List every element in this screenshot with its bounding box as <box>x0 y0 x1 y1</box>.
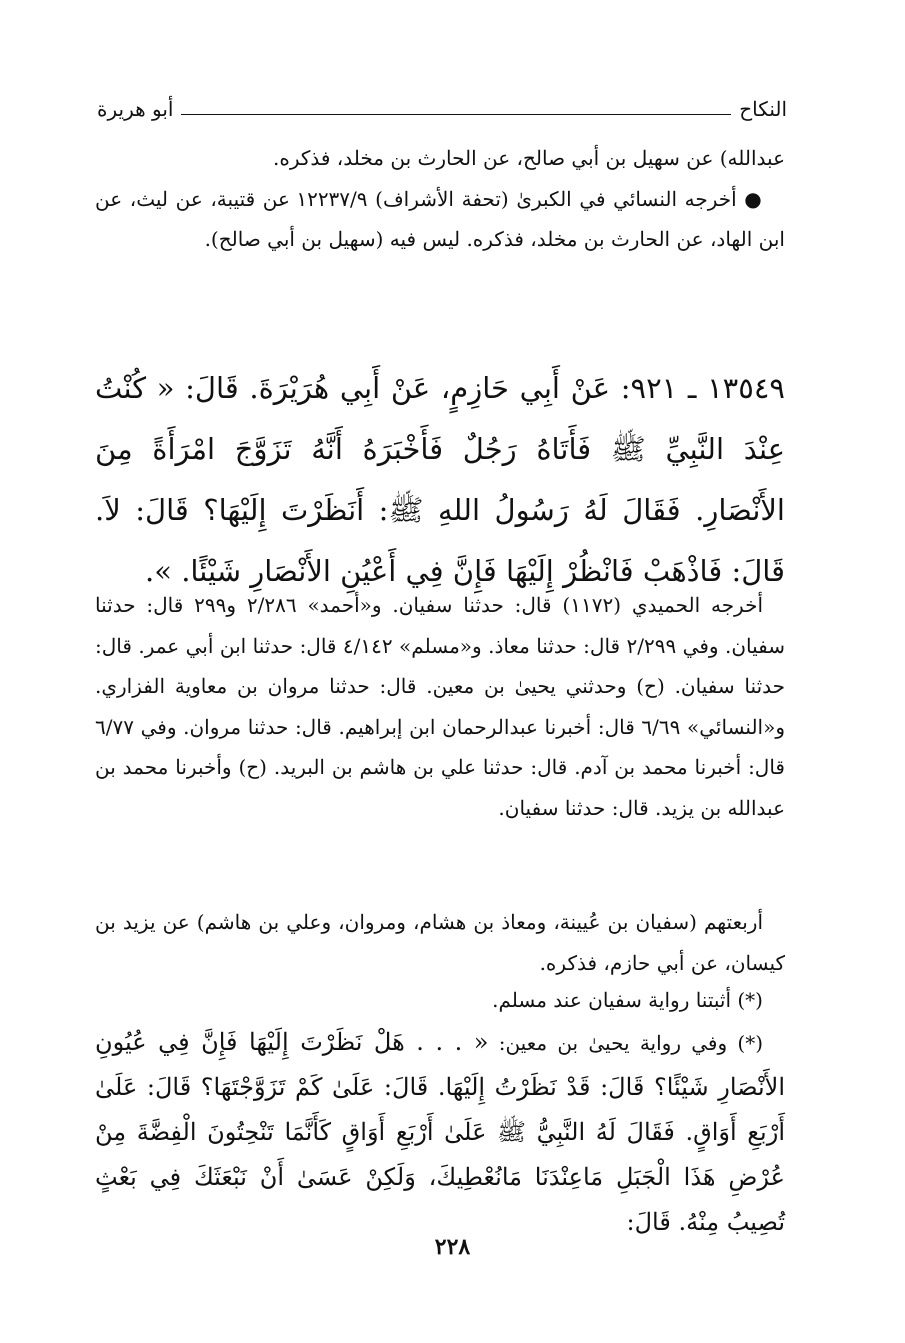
note-two-text: « . . . هَلْ نَظَرْتَ إِلَيْهَا فَإِنَّ فِي عُيُونِ الأَنْصَارِ شَيْئًا؟ قَالَ: قَدْ نَظَرْتُ إِلَيْهَا. قَالَ: عَلَىٰ كَمْ تَزَوَّجْتَهَا؟ قَالَ: عَلَىٰ أَرْبَعِ أَوَاقٍ. فَقَالَ لَهُ النَّبِيُّ ﷺ عَلَىٰ أَرْبَعِ أَوَاقٍ كَأَنَّمَا تَنْحِتُونَ الْفِضَّةَ مِنْ عُرْضِ هَذَا الْجَبَلِ مَاعِنْدَنَا مَانُعْطِيكَ، وَلَكِنْ عَسَىٰ أَنْ نَبْعَثَكَ فِي بَعْثٍ تُصِيبُ مِنْهُ. قَالَ: <box>95 1028 785 1236</box>
note-one-text: (*) أثبتنا رواية سفيان عند مسلم. <box>492 988 763 1012</box>
hadith-text: عَنْ أَبِي حَازِمٍ، عَنْ أَبِي هُرَيْرَةَ. قَالَ: « كُنْتُ عِنْدَ النَّبِيِّ ﷺ فَأَتَاهُ رَجُلٌ فَأَخْبَرَهُ أَنَّهُ تَزَوَّجَ امْرَأَةً مِنَ الأَنْصَارِ. فَقَالَ لَهُ رَسُولُ اللهِ ﷺ: أَنَظَرْتَ إِلَيْهَا؟ قَالَ: لاَ. قَالَ: فَاذْهَبْ فَانْظُرْ إِلَيْهَا فَإِنَّ فِي أَعْيُنِ الأَنْصَارِ شَيْئًا. ». <box>95 371 785 588</box>
note-two-lead: (*) وفي رواية يحيىٰ بن معين: <box>498 1031 763 1055</box>
note-two-paragraph <box>95 1020 785 1245</box>
note-one <box>95 980 785 1021</box>
chapter-title: النكاح <box>739 97 787 121</box>
bullet-icon: ● <box>744 186 763 211</box>
previous-source-paragraph <box>95 179 785 260</box>
hadith-block <box>95 358 785 602</box>
summary-paragraph <box>95 902 785 983</box>
previous-source-block <box>95 138 785 260</box>
header-rule <box>181 114 731 115</box>
previous-source-text: أخرجه النسائي في الكبرىٰ (تحفة الأشراف) ١٢٢٣٧/٩ عن قتيبة، عن ليث، عن ابن الهاد، عن الحارث بن مخلد، فذكره. ليس فيه (سهيل بن أبي صالح). <box>95 186 785 251</box>
page-number: ٢٢٨ <box>434 1234 471 1260</box>
narrator-title: أبو هريرة <box>97 97 174 121</box>
takhrij-paragraph <box>95 585 785 828</box>
takhrij-text: أخرجه الحميدي (١١٧٢) قال: حدثنا سفيان. و«أحمد» ٢/٢٨٦ و٢٩٩ قال: حدثنا سفيان. وفي ٢/٢٩٩ قال: حدثنا معاذ. و«مسلم» ٤/١٤٢ قال: حدثنا ابن أبي عمر. قال: حدثنا سفيان. (ح) وحدثني يحيىٰ بن معين. قال: حدثنا مروان بن معاوية الفزاري. و«النسائي» ٦/٦٩ قال: أخبرنا عبدالرحمان ابن إبراهيم. قال: حدثنا مروان. وفي ٦/٧٧ قال: أخبرنا محمد بن آدم. قال: حدثنا علي بن هاشم بن البريد. (ح) وأخبرنا محمد بن عبدالله بن يزيد. قال: حدثنا سفيان. <box>95 593 786 820</box>
previous-source-line: عبدالله) عن سهيل بن أبي صالح، عن الحارث بن مخلد، فذكره. <box>272 146 785 170</box>
running-header <box>97 88 787 122</box>
summary-text: أربعتهم (سفيان بن عُيينة، ومعاذ بن هشام، ومروان، وعلي بن هاشم) عن يزيد بن كيسان، عن أبي حازم، فذكره. <box>95 910 785 975</box>
hadith-number: ١٣٥٤٩ ـ ٩٢١: <box>620 371 785 405</box>
note-two <box>95 1020 785 1245</box>
